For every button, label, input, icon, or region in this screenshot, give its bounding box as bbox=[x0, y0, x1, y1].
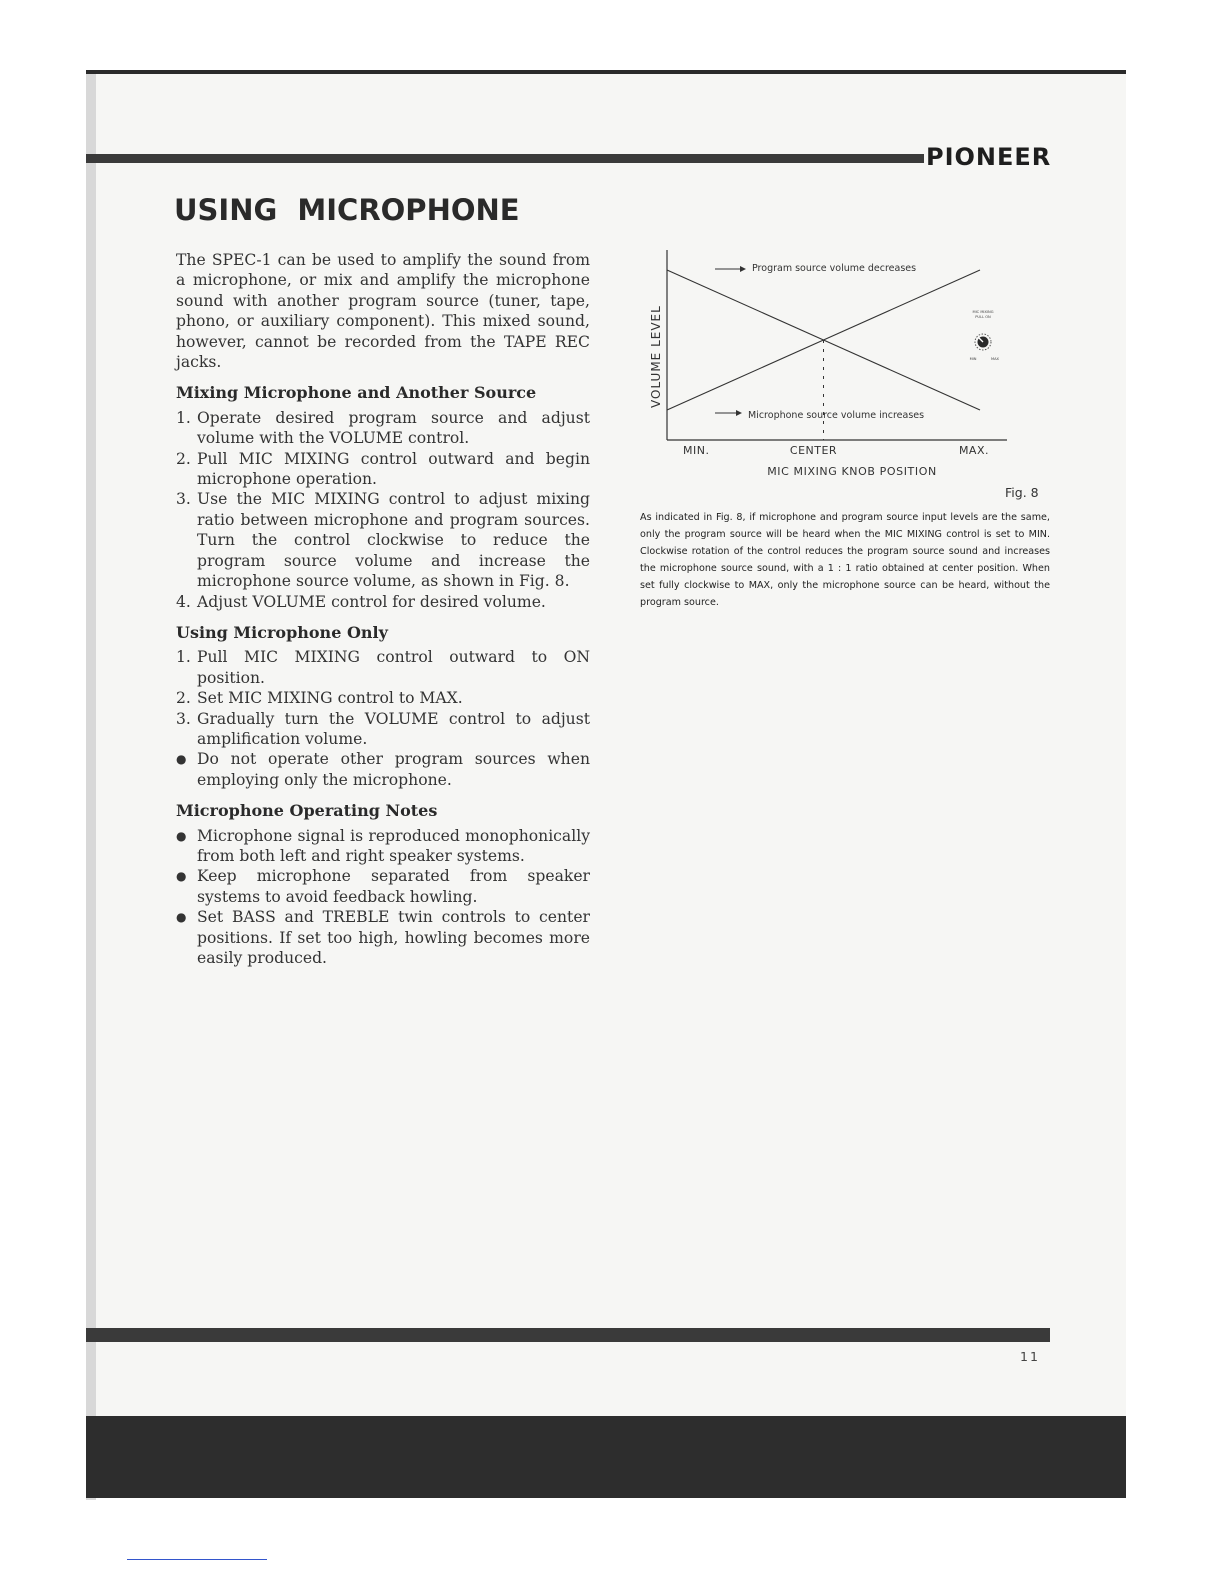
list-item bbox=[176, 449, 590, 490]
header-bar bbox=[86, 154, 924, 163]
list-item bbox=[176, 749, 590, 790]
scan-top-edge bbox=[86, 70, 1126, 74]
footer-rule bbox=[127, 1559, 267, 1560]
list-marker: 3. bbox=[176, 490, 191, 509]
inset-label: MIN bbox=[969, 357, 977, 361]
x-tick-label: MIN. bbox=[683, 444, 710, 457]
list-text: Gradually turn the VOLUME control to adjust amplification volume. bbox=[197, 709, 590, 748]
series-label: Program source volume decreases bbox=[752, 263, 917, 274]
inset-label: MIC MIXING bbox=[972, 310, 994, 314]
section-list bbox=[176, 826, 590, 969]
list-marker: 2. bbox=[176, 689, 191, 708]
section-heading: Mixing Microphone and Another Source bbox=[176, 383, 537, 403]
list-text: Set BASS and TREBLE twin controls to center positions. If set too high, howling becomes more easily produced. bbox=[197, 908, 590, 967]
page-number: 11 bbox=[1020, 1349, 1040, 1364]
list-item bbox=[176, 592, 590, 612]
mic-mixing-chart bbox=[640, 240, 1030, 485]
list-item bbox=[176, 709, 590, 750]
list-marker: 3. bbox=[176, 709, 191, 728]
footer-bar bbox=[86, 1328, 1050, 1342]
x-axis-label: MIC MIXING KNOB POSITION bbox=[767, 465, 937, 478]
list-marker: 1. bbox=[176, 648, 191, 667]
sections bbox=[176, 383, 590, 968]
left-column bbox=[176, 250, 590, 968]
list-marker: 2. bbox=[176, 449, 191, 468]
list-text: Microphone signal is reproduced monophonically from both left and right speaker systems. bbox=[197, 826, 590, 865]
section-list bbox=[176, 408, 590, 612]
arrow-head-icon bbox=[740, 266, 746, 272]
x-tick-label: MAX. bbox=[958, 444, 989, 457]
list-marker: ● bbox=[176, 910, 187, 925]
inset-label: MAX bbox=[990, 357, 1000, 361]
list-text: Do not operate other program sources when employing only the microphone. bbox=[197, 750, 590, 789]
intro-paragraph: The SPEC-1 can be used to amplify the sound from a microphone, or mix and amplify the microphone sound with another program source (tuner, tape, phono, or auxiliary component). This mixed sound, however, cannot be recorded from the TAPE REC jacks. bbox=[176, 251, 590, 372]
list-marker: ● bbox=[176, 828, 187, 843]
section-heading: Using Microphone Only bbox=[176, 622, 388, 642]
list-text: Use the MIC MIXING control to adjust mixing ratio between microphone and program sources. Turn the control clockwise to reduce the program source volume and increase the microphone source volume, as shown in Fig. 8. bbox=[197, 490, 590, 591]
list-text: Pull MIC MIXING control outward to ON position. bbox=[197, 648, 590, 687]
figure-caption: As indicated in Fig. 8, if microphone and program source input levels are the same, only the program source will be heard when the MIC MIXING control is set to MIN. Clockwise rotation of the control reduces the program source sound and increases the microphone source sound, with a 1 : 1 ratio obtained at center position. When set fully clockwise to MAX, only the microphone source can be heard, without the program source. bbox=[640, 512, 1050, 608]
list-marker: ● bbox=[176, 752, 187, 767]
list-item bbox=[176, 408, 590, 449]
list-item bbox=[176, 688, 590, 708]
figure-label: Fig. 8 bbox=[1005, 485, 1039, 500]
x-tick-label: CENTER bbox=[789, 444, 838, 457]
list-marker: 1. bbox=[176, 408, 191, 427]
list-item bbox=[176, 489, 590, 591]
list-item bbox=[176, 647, 590, 688]
scan-left-edge bbox=[86, 70, 96, 1500]
list-text: Operate desired program source and adjust volume with the VOLUME control. bbox=[197, 408, 590, 448]
list-marker: ● bbox=[176, 869, 187, 884]
list-item bbox=[176, 907, 590, 968]
inset-label: PULL ON bbox=[975, 315, 991, 319]
list-item bbox=[176, 826, 590, 867]
list-text: Keep microphone separated from speaker systems to avoid feedback howling. bbox=[197, 867, 590, 906]
list-marker: 4. bbox=[176, 592, 191, 611]
y-axis-label: VOLUME LEVEL bbox=[649, 305, 663, 408]
arrow-head-icon bbox=[736, 410, 742, 416]
list-text: Pull MIC MIXING control outward and begin microphone operation. bbox=[197, 449, 590, 489]
series-label: Microphone source volume increases bbox=[748, 410, 925, 421]
list-text: Adjust VOLUME control for desired volume. bbox=[197, 592, 546, 611]
list-text: Set MIC MIXING control to MAX. bbox=[197, 689, 463, 708]
section-heading: Microphone Operating Notes bbox=[176, 801, 438, 821]
page-title: USING MICROPHONE bbox=[174, 193, 520, 227]
brand-logo: PIONEER bbox=[926, 143, 1052, 171]
scan-bottom-edge bbox=[86, 1416, 1126, 1498]
section-list bbox=[176, 647, 590, 790]
list-item bbox=[176, 866, 590, 907]
